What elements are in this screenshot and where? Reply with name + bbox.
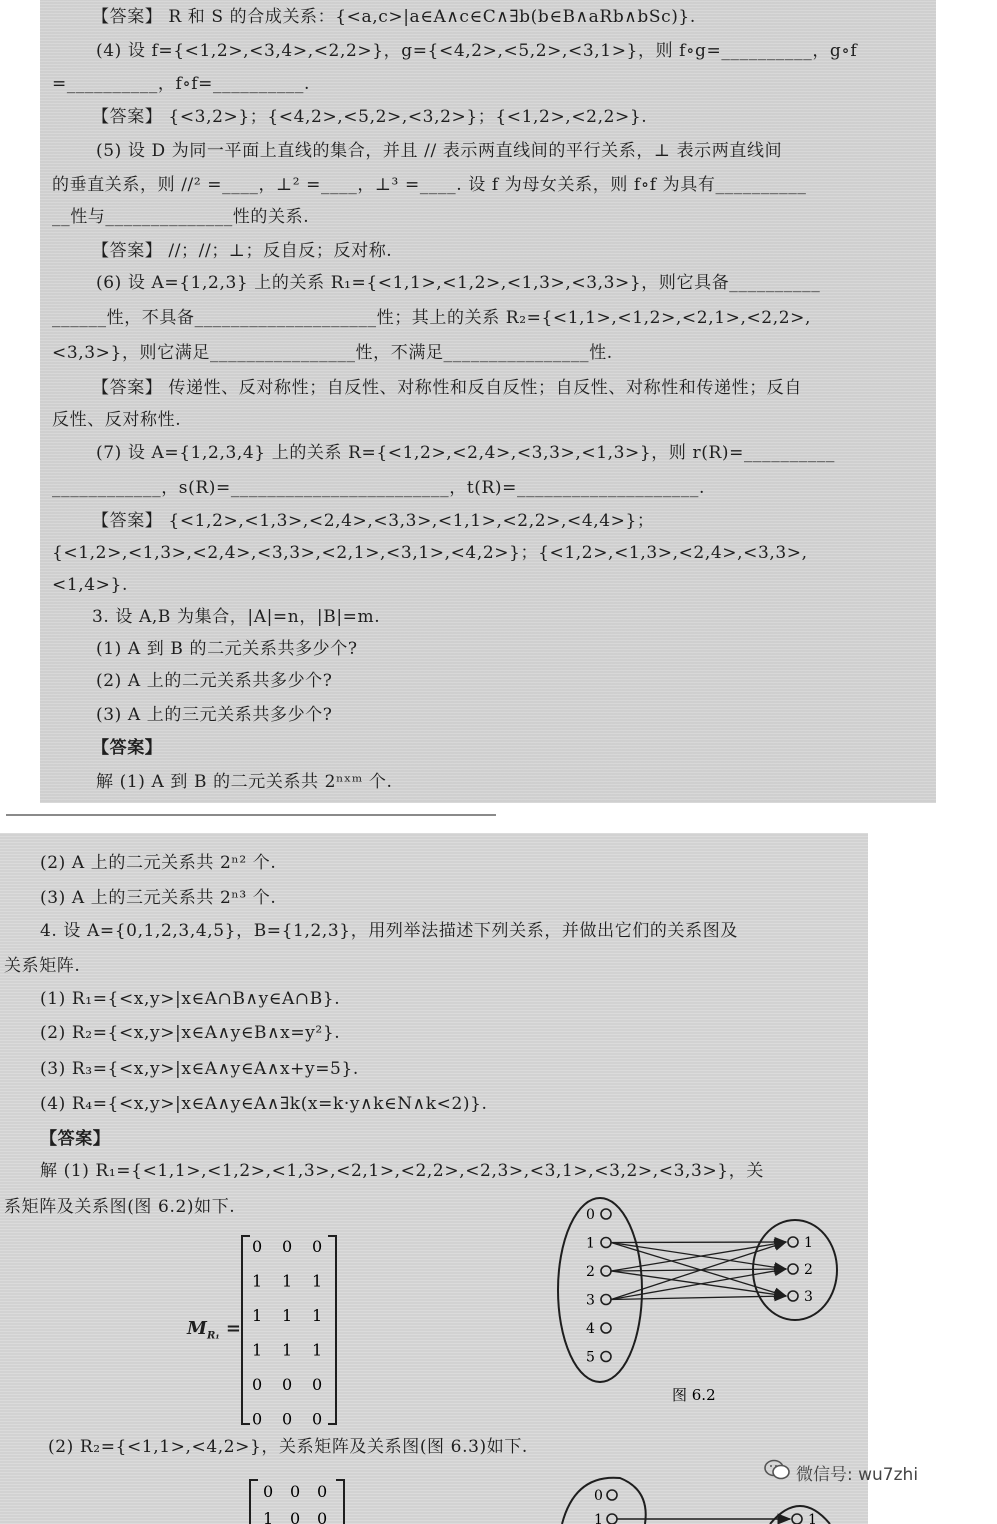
- graph-node-label: 0: [586, 1207, 595, 1223]
- watermark: 微信号: wu7zhi: [796, 1465, 919, 1485]
- figure2-node-label: 1: [808, 1512, 817, 1524]
- graph-node-label: 5: [586, 1349, 595, 1366]
- matrix2-cell: 0: [317, 1509, 328, 1524]
- matrix-right-bracket: [328, 1236, 336, 1424]
- matrix-label: $M_{R_1}$ =: [187, 1318, 241, 1342]
- graph-node-label: 4: [586, 1321, 595, 1337]
- wechat-icon: [763, 1458, 791, 1482]
- graph-node: [788, 1237, 798, 1247]
- text-line: (1) A 到 B 的二元关系共多少个?: [96, 639, 358, 659]
- text-line: 【答案】: [92, 738, 163, 758]
- graph-node-label: 2: [586, 1264, 595, 1280]
- graph-node: [788, 1264, 798, 1274]
- text-line: 系矩阵及关系图(图 6.2)如下.: [4, 1197, 236, 1217]
- text-line: (2) R₂={<1,1>,<4,2>}，关系矩阵及关系图(图 6.3)如下.: [48, 1437, 528, 1457]
- graph-edge: [611, 1242, 786, 1243]
- text-line: (3) R₃={<x,y>|x∈A∧y∈A∧x+y=5}.: [40, 1059, 359, 1079]
- text-line: (2) R₂={<x,y>|x∈A∧y∈B∧x=y²}.: [40, 1023, 341, 1043]
- matrix-cell: 1: [252, 1340, 263, 1360]
- graph-left-nodes: [586, 1207, 611, 1366]
- text-line: (1) R₁={<x,y>|x∈A∩B∧y∈A∩B}.: [40, 989, 341, 1009]
- text-line: ______性，不具备____________________性；其上的关系 R₂={<1,1>,<1,2>,<2,1>,<2,2>,: [52, 308, 811, 328]
- set-a-ellipse: [558, 1198, 642, 1382]
- text-line: (7) 设 A={1,2,3,4} 上的关系 R={<1,2>,<2,4>,<3,3>,<1,3>}，则 r(R)=__________: [96, 443, 835, 463]
- graph-node: [601, 1352, 611, 1362]
- text-line: 解 (1) A 到 B 的二元关系共 2ⁿˣᵐ 个.: [96, 772, 393, 792]
- text-line: 关系矩阵.: [4, 956, 81, 976]
- figure2-node: [792, 1514, 802, 1524]
- text-line: 【答案】: [40, 1129, 111, 1149]
- graph-node-label: 3: [804, 1289, 813, 1305]
- graph-node-label: 2: [804, 1262, 813, 1278]
- figure2-node: [607, 1514, 617, 1524]
- text-line: 解 (1) R₁={<1,1>,<1,2>,<1,3>,<2,1>,<2,2>,<2,3>,<3,1>,<3,2>,<3,3>}，关: [40, 1161, 764, 1181]
- graph-node-label: 1: [804, 1235, 813, 1251]
- graph-right-nodes: [788, 1235, 813, 1305]
- matrix-cell: 0: [312, 1409, 323, 1429]
- matrix2-cell: 0: [263, 1482, 274, 1501]
- text-line: (3) A 上的三元关系共多少个?: [96, 705, 333, 725]
- graph-node: [601, 1209, 611, 1219]
- text-line: (6) 设 A={1,2,3} 上的关系 R₁={<1,1>,<1,2>,<1,3>,<3,3>}，则它具备__________: [96, 273, 821, 293]
- graph-edge: [611, 1269, 786, 1300]
- text-line: (2) A 上的二元关系共多少个?: [96, 671, 333, 691]
- text-line: __性与______________性的关系.: [52, 207, 310, 227]
- text-line: 【答案】 R 和 S 的合成关系：{<a,c>|a∈A∧c∈C∧∃b(b∈B∧aRb∧bSc)}.: [92, 7, 696, 27]
- text-line: (5) 设 D 为同一平面上直线的集合，并且 // 表示两直线间的平行关系，⊥ 表示两直线间: [96, 141, 783, 161]
- matrix-cell: 0: [252, 1375, 263, 1394]
- matrix-cell: 1: [312, 1306, 323, 1325]
- matrix-cell: 1: [282, 1271, 293, 1291]
- matrix-cells: [252, 1237, 322, 1429]
- text-line: (4) 设 f={<1,2>,<3,4>,<2,2>}，g={<4,2>,<5,2>,<3,1>}，则 f∘g=__________，g∘f: [96, 41, 858, 61]
- figure2-left-ellipse-top: [562, 1478, 646, 1524]
- matrix-cell: 1: [312, 1340, 323, 1360]
- graph-node: [601, 1238, 611, 1248]
- matrix-cell: 0: [252, 1237, 263, 1256]
- graph-node: [601, 1295, 611, 1305]
- graph-edges: [611, 1242, 786, 1300]
- text-line: 反性、反对称性.: [52, 410, 182, 430]
- graph-node-label: 1: [586, 1235, 595, 1252]
- text-line: 4. 设 A={0,1,2,3,4,5}，B={1,2,3}，用列举法描述下列关系，并做出它们的关系图及: [40, 921, 738, 941]
- matrix-cell: 1: [252, 1306, 263, 1325]
- text-line: 的垂直关系，则 //² =____，⊥² =____，⊥³ =____. 设 f 为母女关系，则 f∘f 为具有__________: [52, 175, 807, 195]
- figure2-node: [607, 1490, 617, 1500]
- text-line: =__________，f∘f=__________.: [52, 74, 311, 94]
- graph-edge: [611, 1271, 786, 1296]
- matrix-cell: 1: [312, 1271, 323, 1291]
- text-line: {<1,2>,<1,3>,<2,4>,<3,3>,<2,1>,<3,1>,<4,2>}；{<1,2>,<1,3>,<2,4>,<3,3>,: [52, 543, 808, 563]
- matrix-cell: 0: [282, 1375, 293, 1394]
- text-line: (4) R₄={<x,y>|x∈A∧y∈A∧∃k(x=k·y∧k∈N∧k<2)}.: [40, 1094, 488, 1114]
- matrix2-right-bracket: [336, 1480, 344, 1524]
- matrix2-cell: 0: [290, 1509, 301, 1524]
- figure2-node-label: 1: [594, 1512, 603, 1524]
- text-line: <1,4>}.: [52, 575, 128, 595]
- graph-node: [601, 1323, 611, 1333]
- matrix-cell: 0: [282, 1409, 293, 1429]
- matrix-cell: 1: [252, 1271, 263, 1291]
- matrix-cell: 0: [312, 1237, 323, 1256]
- matrix-cell: 0: [312, 1375, 323, 1394]
- text-line: 【答案】 {<3,2>}；{<4,2>,<5,2>,<3,2>}；{<1,2>,<2,2>}.: [92, 107, 648, 127]
- graph-node: [788, 1291, 798, 1301]
- matrix2-cell: 1: [263, 1509, 274, 1524]
- text-line: (2) A 上的二元关系共 2ⁿ² 个.: [40, 853, 277, 873]
- matrix2-cell: 0: [290, 1482, 301, 1501]
- matrix-cell: 0: [282, 1237, 293, 1256]
- text-line: 【答案】 传递性、反对称性；自反性、对称性和反自反性；自反性、对称性和传递性；反自: [92, 378, 803, 398]
- text-line: 【答案】 {<1,2>,<1,3>,<2,4>,<3,3>,<1,1>,<2,2>,<4,4>}；: [92, 511, 655, 531]
- text-line: ____________，s(R)=________________________，t(R)=____________________.: [52, 478, 705, 498]
- figure-caption: 图 6.2: [672, 1386, 716, 1404]
- text-line: <3,3>}，则它满足________________性，不满足________________性.: [52, 343, 613, 363]
- matrix-cell: 1: [282, 1340, 293, 1360]
- matrix-cell: 1: [282, 1306, 293, 1325]
- graph-node-label: 3: [586, 1292, 595, 1309]
- matrix2-left-bracket: [250, 1480, 258, 1524]
- graph-node: [601, 1266, 611, 1276]
- matrix-cell: 0: [252, 1409, 263, 1429]
- text-line: 3. 设 A,B 为集合，|A|=n，|B|=m.: [92, 607, 381, 627]
- set-b-ellipse: [753, 1220, 837, 1320]
- figure2-node-label: 0: [594, 1488, 603, 1504]
- matrix-left-bracket: [242, 1236, 250, 1424]
- matrix2-cell: 0: [317, 1482, 328, 1501]
- text-line: 【答案】 //；//；⊥；反自反；反对称.: [92, 241, 393, 261]
- text-line: (3) A 上的三元关系共 2ⁿ³ 个.: [40, 888, 277, 908]
